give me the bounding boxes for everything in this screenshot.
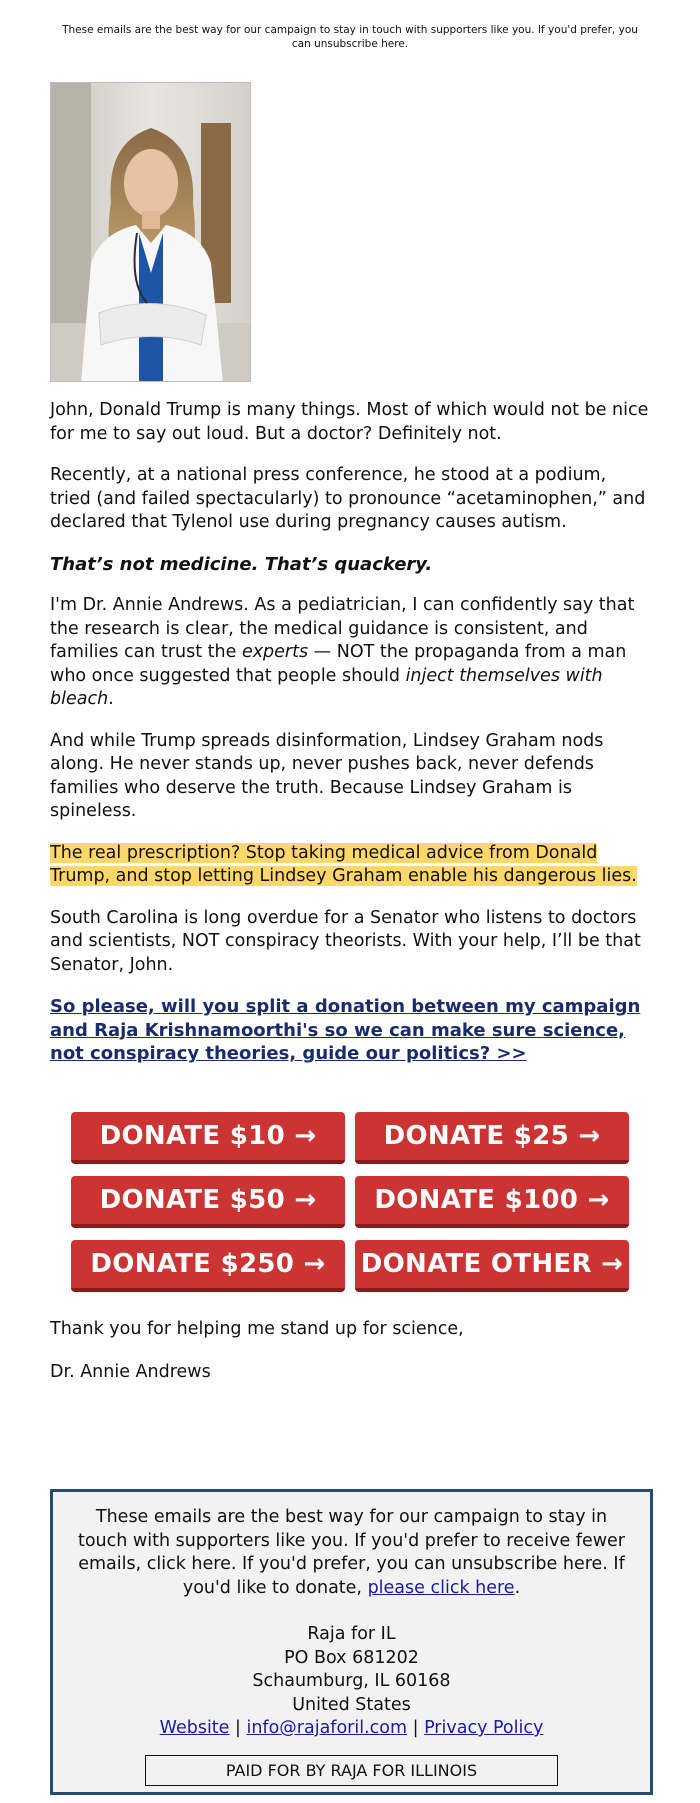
donate-other-button[interactable]: DONATE OTHER → xyxy=(355,1240,629,1292)
highlighted-prescription: The real prescription? Stop taking medical advice from Donald Trump, and stop letting Lindsey Graham enable his dangerous lies. xyxy=(50,842,637,886)
footer-box xyxy=(50,1489,653,1795)
paragraph-press-conference: Recently, at a national press conference, he stood at a podium, tried (and failed spectacularly) to pronounce “acetaminophen,” and declared that Tylenol use during pregnancy causes autism. xyxy=(50,465,646,532)
paragraph-south-carolina: South Carolina is long overdue for a Senator who listens to doctors and scientists, NOT conspiracy theorists. With your help, I’ll be that Senator, John. xyxy=(50,907,641,975)
footer-separator: | xyxy=(407,1718,425,1738)
paragraph-prescription xyxy=(50,842,650,889)
pediatrician-text-c: — NOT the propaganda from a man who once suggested that people should xyxy=(50,642,627,686)
donate-250-button[interactable]: DONATE $250 → xyxy=(71,1240,345,1292)
preheader-text: These emails are the best way for our campaign to stay in touch with supporters like you. If you'd prefer, you can unsubscribe here. xyxy=(62,24,638,50)
email-body xyxy=(50,399,650,1086)
experts-emphasis: experts xyxy=(241,642,309,662)
donate-10-button[interactable]: DONATE $10 → xyxy=(71,1112,345,1164)
paragraph-graham: And while Trump spreads disinformation, Lindsey Graham nods along. He never stands up, never pushes back, never defends families who deserve the truth. Because Lindsey Graham is spineless. xyxy=(50,730,604,821)
footer-notice-end: . xyxy=(514,1577,521,1598)
paragraph-pediatrician xyxy=(50,594,650,712)
donate-100-button[interactable]: DONATE $100 → xyxy=(355,1176,629,1228)
footer-address xyxy=(69,1623,634,1741)
footer-donate-link[interactable]: please click here xyxy=(367,1577,515,1598)
footer-separator: | xyxy=(229,1718,247,1738)
footer-links xyxy=(69,1717,634,1741)
footer-org: Raja for IL xyxy=(307,1624,396,1644)
website-link[interactable]: Website xyxy=(159,1718,230,1738)
pediatrician-text-e: . xyxy=(108,689,114,709)
email-link[interactable]: info@rajaforil.com xyxy=(246,1718,408,1738)
footer-notice xyxy=(69,1506,634,1600)
footer-notice-text: These emails are the best way for our campaign to stay in touch with supporters like you. If you'd prefer to receive fewer emails, click here. If you'd prefer, you can unsubscribe here. If you'd like to donate, xyxy=(77,1507,626,1598)
closing-section xyxy=(50,1318,650,1403)
pediatrician-text-a: I'm Dr. Annie Andrews. As a pediatrician, I can confidently say that the research is clear, the medical guidance is consistent, and families can trust the xyxy=(50,595,635,662)
bleach-emphasis: inject themselves with bleach xyxy=(50,665,603,709)
paragraph-quackery: That’s not medicine. That’s quackery. xyxy=(50,553,433,575)
candidate-photo xyxy=(50,82,251,382)
donate-50-button[interactable]: DONATE $50 → xyxy=(71,1176,345,1228)
paragraph-intro: John, Donald Trump is many things. Most of which would not be nice for me to say out loud. But a doctor? Definitely not. xyxy=(50,400,649,444)
footer-po-box: PO Box 681202 xyxy=(284,1647,419,1668)
paid-for-disclaimer: PAID FOR BY RAJA FOR ILLINOIS xyxy=(145,1755,558,1786)
signature: Dr. Annie Andrews xyxy=(50,1361,211,1382)
privacy-policy-link[interactable]: Privacy Policy xyxy=(424,1718,544,1738)
donate-25-button[interactable]: DONATE $25 → xyxy=(355,1112,629,1164)
donation-ask-link[interactable]: So please, will you split a donation between my campaign and Raja Krishnamoorthi's so we can make sure science, not conspiracy theories, guide our politics? >> xyxy=(50,996,641,1064)
footer-country: United States xyxy=(292,1694,411,1715)
thanks-line: Thank you for helping me stand up for science, xyxy=(50,1319,464,1339)
doctor-portrait-image xyxy=(51,83,251,382)
footer-city: Schaumburg, IL 60168 xyxy=(252,1671,451,1691)
